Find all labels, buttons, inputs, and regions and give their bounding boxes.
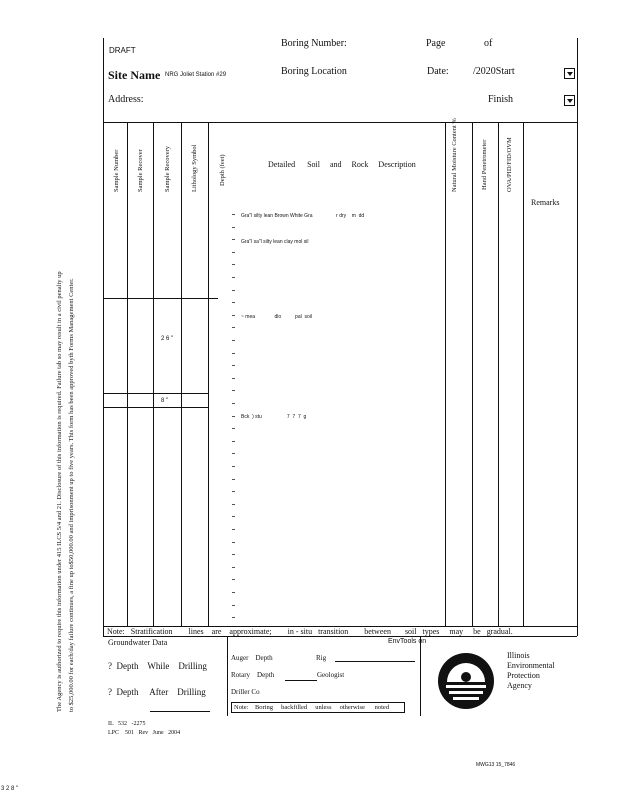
depth-tick — [232, 592, 235, 593]
col-header-sample-number: Sample Number — [113, 149, 120, 192]
depth-tick — [232, 277, 235, 278]
depth-tick — [232, 542, 235, 543]
col-divider — [472, 122, 473, 626]
boring-location-label: Boring Location — [281, 66, 347, 77]
groundwater-data-label: Groundwater Data — [108, 638, 168, 647]
depth-tick — [232, 453, 235, 454]
depth-tick — [232, 378, 235, 379]
depth-tick — [232, 529, 235, 530]
depth-tick — [232, 491, 235, 492]
col-header-ovm: OVA/PID/FID/OVM — [506, 137, 513, 192]
description-entry: Gra"l silty lean Brown White Gra r dry m dd — [241, 213, 365, 219]
chevron-down-icon — [567, 72, 573, 76]
depth-tick — [232, 353, 235, 354]
col-divider — [523, 122, 524, 626]
depth-tick — [232, 416, 235, 417]
sample-interval-line — [103, 407, 208, 408]
depth-tick — [232, 617, 235, 618]
header-separator-line — [103, 122, 577, 123]
corner-mark: 3 2 8 " — [1, 786, 19, 792]
backfill-note-box — [231, 702, 405, 713]
margin-legal-line-2: to $25,000.00 for each/day failure continues, a fine up to$50,000.00 and imprisonment up to five years. This form has been approved byth Forms Management Center. — [68, 278, 75, 712]
form-id-1: IL 532 -2275 — [108, 721, 146, 727]
form-id-2: LPC 501 Rev June 2004 — [108, 730, 181, 736]
finish-dropdown-button[interactable] — [564, 95, 575, 106]
backfill-note: Note: Boring backfilled unless otherwise noted — [234, 704, 390, 711]
depth-while-drilling-label: ? Depth While Drilling — [108, 661, 207, 671]
recovery-value: 8 " — [161, 398, 169, 404]
draft-label: DRAFT — [109, 46, 136, 55]
frame-right-border — [577, 38, 578, 636]
depth-tick — [232, 466, 235, 467]
depth-tick — [232, 403, 235, 404]
chevron-down-icon — [567, 99, 573, 103]
depth-tick — [232, 516, 235, 517]
col-header-depth: Depth (feet) — [219, 154, 226, 186]
sample-interval-line — [103, 298, 218, 299]
col-header-sample-recovery: Sample Recovery — [164, 145, 171, 192]
address-label: Address: — [108, 94, 144, 105]
depth-tick — [232, 554, 235, 555]
date-value: /2020Start — [473, 66, 515, 77]
depth-tick — [232, 340, 235, 341]
of-label: of — [484, 38, 493, 49]
agency-line: Agency — [507, 681, 532, 690]
description-entry: ~ mea dlo pal soil — [241, 314, 313, 320]
footer-divider — [227, 636, 228, 716]
depth-tick — [232, 579, 235, 580]
col-header-description: Detailed Soil and Rock Description — [268, 160, 416, 169]
depth-tick — [232, 327, 235, 328]
rig-label: Rig — [316, 654, 327, 662]
col-divider — [181, 122, 182, 626]
site-name-label: Site Name — [108, 68, 161, 82]
col-divider — [153, 122, 154, 626]
footer-divider — [420, 636, 421, 716]
rotary-depth-label: Rotary Depth — [231, 671, 275, 679]
agency-line: Environmental — [507, 661, 555, 670]
driller-co-label: Driller Co — [231, 688, 260, 696]
frame-left-border — [103, 38, 104, 636]
depth-tick — [232, 365, 235, 366]
depth-tick — [232, 567, 235, 568]
depth-tick — [232, 605, 235, 606]
depth-tick — [232, 264, 235, 265]
col-divider — [445, 122, 446, 626]
depth-tick — [232, 227, 235, 228]
depth-tick — [232, 290, 235, 291]
col-header-sample-recover: Sample Recover — [137, 149, 144, 192]
depth-after-drilling-field[interactable] — [150, 711, 210, 712]
description-entry: Gra"l sa"l silty lean clay mol sil — [241, 239, 309, 245]
agency-name — [507, 651, 555, 691]
col-header-moisture: Natural Moisture Content % — [451, 118, 458, 192]
depth-tick — [232, 428, 235, 429]
col-header-lithology-symbol: Lithology Symbol — [191, 144, 198, 192]
page-label: Page — [426, 38, 446, 49]
depth-tick — [232, 239, 235, 240]
date-label: Date: — [427, 66, 449, 77]
col-header-penetrometer: Hand Penetrometer — [481, 139, 488, 190]
site-name-value: NRG Joliet Station #29 — [165, 72, 227, 78]
depth-tick — [232, 479, 235, 480]
depth-after-drilling-label: ? Depth After Drilling — [108, 687, 206, 697]
finish-label: Finish — [488, 94, 514, 105]
description-entry: Bck ) stu 7 7 7 g — [241, 414, 307, 420]
depth-tick — [232, 504, 235, 505]
stratification-note: Note: Stratification lines are approximate; in - situ transition between soil types may be gradual. — [107, 627, 513, 636]
agency-line: Illinois — [507, 651, 530, 660]
rotary-depth-field[interactable] — [285, 680, 317, 681]
geologist-label: Geologist — [317, 671, 345, 679]
auger-depth-label: Auger Depth — [231, 654, 273, 662]
document-code: MWG13 15_7846 — [476, 762, 516, 768]
iepa-logo-icon — [437, 652, 495, 710]
col-divider — [498, 122, 499, 626]
sample-interval-line — [103, 393, 208, 394]
agency-line: Protection — [507, 671, 540, 680]
boring-number-label: Boring Number: — [281, 38, 347, 49]
depth-tick — [232, 315, 235, 316]
col-divider — [127, 122, 128, 626]
depth-tick — [232, 390, 235, 391]
rig-field[interactable] — [335, 661, 415, 662]
depth-tick — [232, 441, 235, 442]
col-divider — [208, 122, 209, 626]
depth-tick — [232, 214, 235, 215]
start-dropdown-button[interactable] — [564, 68, 575, 79]
margin-legal-line-1: The Agency is authorized to require this information under 415 ILCS 5/4 and 21. Disclosure of this information is required. Failure tab so may result in a civil penalty up — [56, 271, 63, 712]
depth-tick — [232, 302, 235, 303]
col-header-remarks: Remarks — [531, 198, 560, 207]
note-bottom-line — [103, 636, 577, 637]
recovery-value: 2 6 " — [161, 336, 174, 342]
env-label: EnvTools on — [388, 638, 427, 645]
depth-tick — [232, 252, 235, 253]
